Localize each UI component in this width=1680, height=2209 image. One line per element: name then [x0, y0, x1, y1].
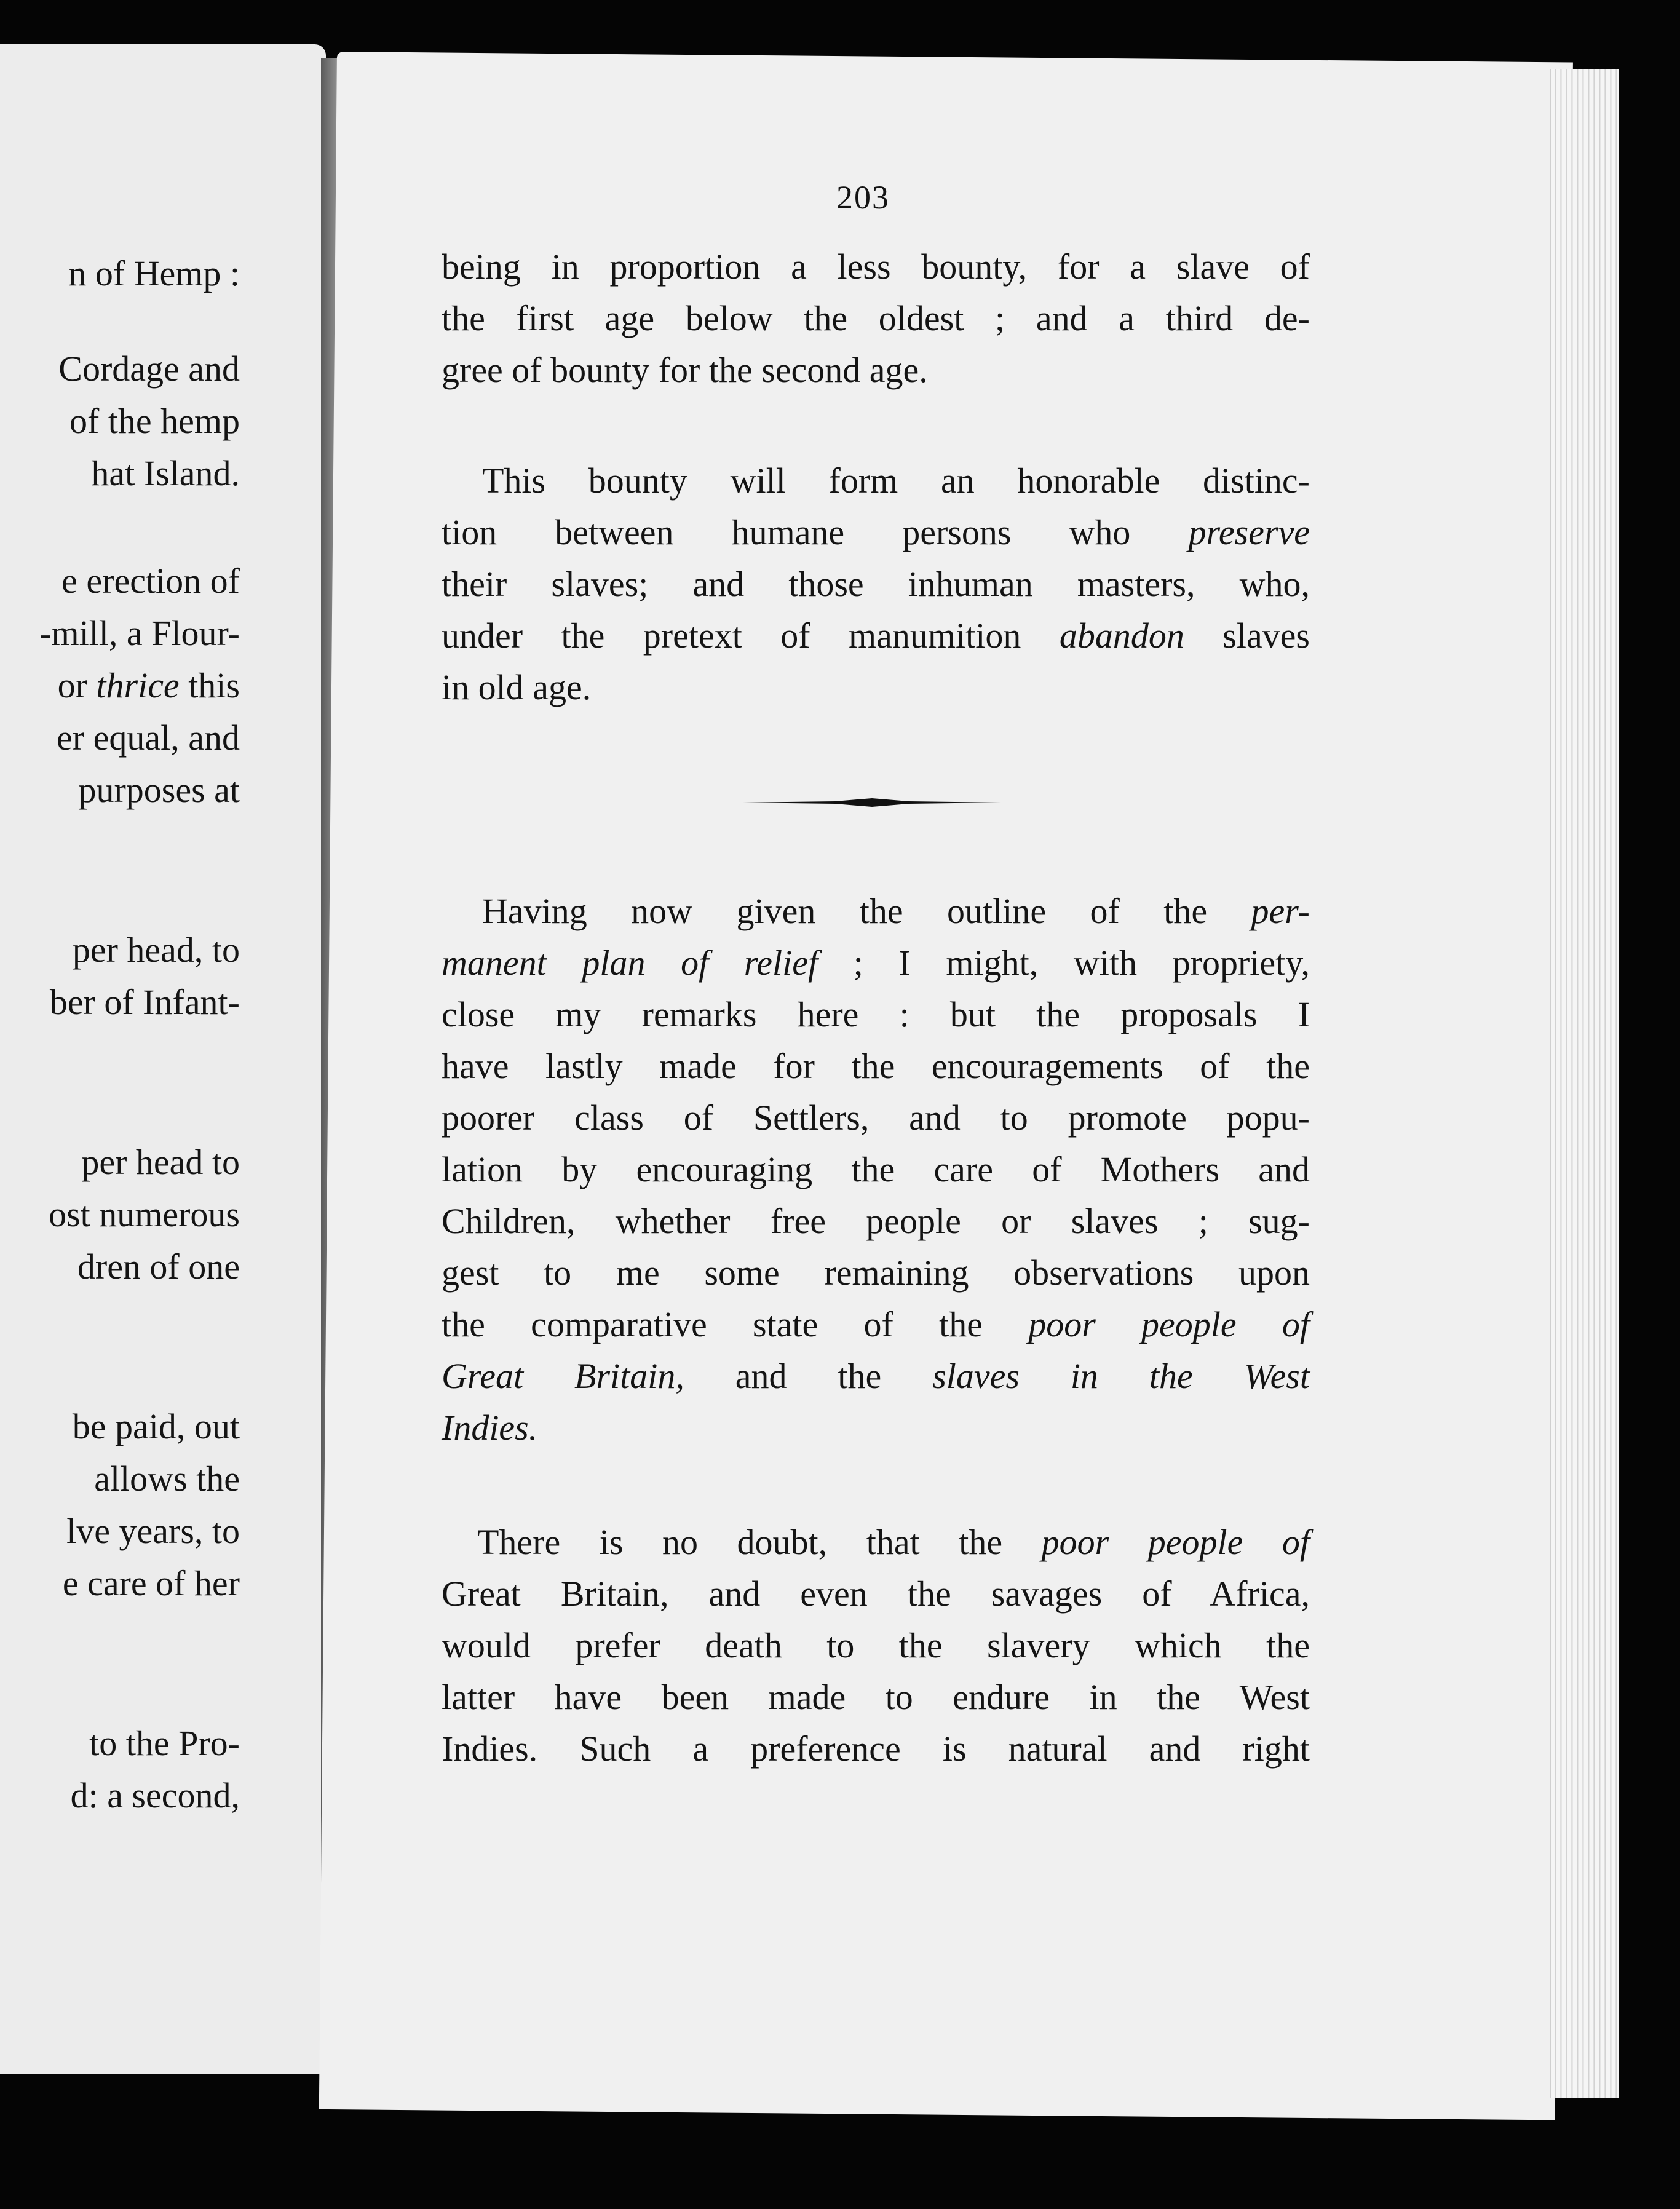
left-text-line: dren of one	[77, 1247, 240, 1287]
text-line: being in proportion a less bounty, for a slave of	[442, 247, 1310, 287]
page-edges	[1550, 69, 1619, 2098]
left-text-line: be paid, out	[72, 1406, 240, 1446]
left-text-line: lve years, to	[66, 1511, 240, 1551]
left-text-line: ost numerous	[49, 1194, 240, 1234]
text-line: tion between humane persons who preserve	[442, 512, 1310, 552]
text-line: their slaves; and those inhuman masters, who,	[442, 564, 1310, 604]
text-line: poorer class of Settlers, and to promote popu-	[442, 1098, 1310, 1138]
text-line: close my remarks here : but the proposals I	[442, 994, 1310, 1034]
text-line: Great Britain, and even the savages of Africa,	[442, 1574, 1310, 1614]
left-text-line: e erection of	[61, 561, 240, 601]
left-text-line: or thrice this	[57, 665, 240, 705]
left-text-line: -mill, a Flour-	[39, 613, 240, 653]
left-text-line: allows the	[94, 1459, 240, 1499]
section-divider-rule	[743, 798, 1001, 807]
text-line: under the pretext of manumition abandon slaves	[442, 616, 1310, 656]
left-text-line: purposes at	[78, 770, 240, 810]
text-line: Indies.	[442, 1408, 538, 1448]
text-line: in old age.	[442, 667, 592, 707]
text-line: would prefer death to the slavery which the	[442, 1625, 1310, 1665]
text-line: the comparative state of the poor people of	[442, 1304, 1310, 1344]
text-line: the first age below the oldest ; and a third de-	[442, 298, 1310, 338]
text-line: latter have been made to endure in the West	[442, 1677, 1310, 1717]
left-text-line: Cordage and	[58, 349, 240, 389]
left-text-line: to the Pro-	[89, 1723, 240, 1763]
left-text-line: per head, to	[72, 930, 240, 970]
text-line: Children, whether free people or slaves ; sug-	[442, 1201, 1310, 1241]
text-line: There is no doubt, that the poor people of	[477, 1522, 1310, 1562]
left-text-line: e care of her	[62, 1563, 240, 1603]
page-number: 203	[836, 179, 890, 216]
left-text-line: d: a second,	[70, 1775, 240, 1815]
text-line: lation by encouraging the care of Mothers and	[442, 1149, 1310, 1189]
text-line: This bounty will form an honorable distinc-	[482, 461, 1310, 501]
left-text-line: n of Hemp :	[68, 253, 240, 293]
left-text-line: hat Island.	[91, 453, 240, 493]
text-line: Having now given the outline of the per-	[482, 891, 1310, 931]
text-line: have lastly made for the encouragements of the	[442, 1046, 1310, 1086]
text-line: manent plan of relief ; I might, with propriety,	[442, 943, 1310, 983]
text-line: gest to me some remaining observations upon	[442, 1253, 1310, 1293]
text-line: Indies. Such a preference is natural and right	[442, 1729, 1310, 1769]
left-text-line: ber of Infant-	[49, 982, 240, 1022]
left-text-line: per head to	[81, 1142, 240, 1182]
left-page	[0, 44, 326, 2074]
text-line: gree of bounty for the second age.	[442, 350, 928, 390]
left-text-line: of the hemp	[69, 401, 240, 441]
text-line: Great Britain, and the slaves in the West	[442, 1356, 1310, 1396]
left-text-line: er equal, and	[57, 718, 240, 758]
